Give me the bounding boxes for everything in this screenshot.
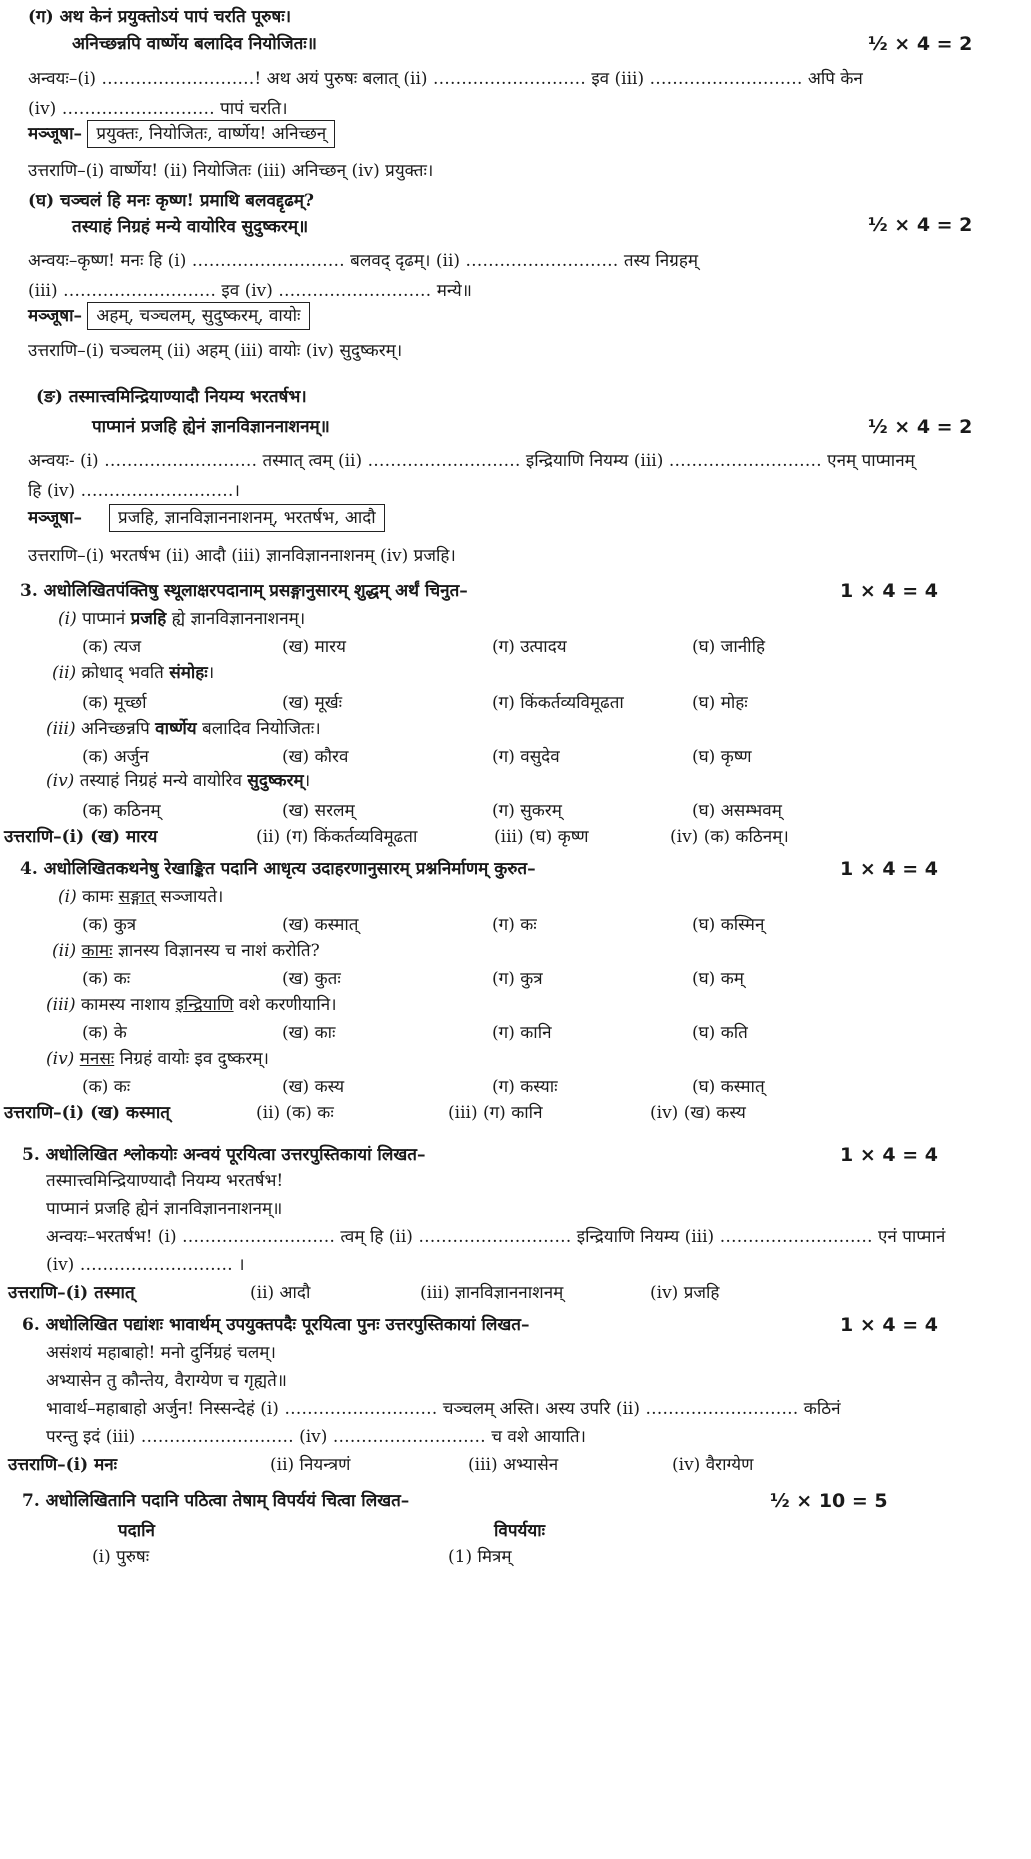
verse-ga-line1: (ग) अथ केनं प्रयुक्तोऽयं पापं चरति पूरुषः। xyxy=(28,7,292,27)
manjusha-ga xyxy=(28,120,335,148)
item-text: क्रोधाद् भवति xyxy=(81,663,170,683)
q3-item-2 xyxy=(52,662,214,684)
anvaya-gha-line2: (iii) ……………………… इव (iv) ……………………… मन्ये॥ xyxy=(28,281,472,301)
item-text: सञ्जायते। xyxy=(154,887,224,907)
verse-nga-line1: (ङ) तस्मात्त्वमिन्द्रियाण्यादौ नियम्य भरतर्षभ। xyxy=(36,387,307,407)
q5-anvaya-line2: (iv) ……………………… । xyxy=(46,1255,245,1275)
column-header-opposites: विपर्ययाः xyxy=(494,1521,546,1541)
question-3-heading: 3. अधोलिखितपंक्तिषु स्थूलाक्षरपदानाम् प्रसङ्गानुसारम् शुद्धम् अर्थं चिनुत– xyxy=(20,581,468,601)
marks-q3: 1 × 4 = 4 xyxy=(840,580,938,602)
verse-gha-line1: (घ) चञ्चलं हि मनः कृष्ण! प्रमाथि बलवद्दृढम्? xyxy=(28,191,314,211)
q5-anvaya-line1: अन्वयः–भरतर्षभ! (i) ……………………… त्वम् हि (ii) ……………………… इन्द्रियाणि नियम्य (iii) ……………………… एनं पाप्मानं xyxy=(46,1227,946,1247)
option: (ग) कानि xyxy=(492,1023,552,1043)
anvaya-gha-line1: अन्वयः–कृष्ण! मनः हि (i) ……………………… बलवद् दृढम्। (ii) ……………………… तस्य निग्रहम् xyxy=(28,251,699,271)
manjusha-label: मञ्जूषा– xyxy=(28,508,83,528)
q6-answer-3: (iii) अभ्यासेन xyxy=(468,1455,559,1475)
q5-answer-4: (iv) प्रजहि xyxy=(650,1283,720,1303)
bold-word: वार्ष्णेय xyxy=(155,719,197,739)
item-number: (iv) xyxy=(46,771,75,791)
question-7-heading: 7. अधोलिखितानि पदानि पठित्वा तेषाम् विपर्ययं चित्वा लिखत– xyxy=(22,1491,410,1511)
marks-q7: ½ × 10 = 5 xyxy=(770,1490,888,1512)
option: (घ) मोहः xyxy=(692,693,748,713)
item-text: निग्रहं वायोः इव दुष्करम्। xyxy=(114,1049,269,1069)
option: (ख) कुतः xyxy=(282,969,341,989)
anvaya-ga-line1: अन्वयः–(i) ………………………! अथ अयं पुरुषः बलात् (ii) ……………………… इव (iii) ……………………… अपि केन xyxy=(28,69,863,89)
q6-bhavarth-line2: परन्तु इदं (iii) ……………………… (iv) ……………………… च वशे आयाति। xyxy=(46,1427,587,1447)
item-text: बलादिव नियोजितः। xyxy=(196,719,321,739)
option: (क) अर्जुन xyxy=(82,747,149,767)
item-text: ह्ये ज्ञानविज्ञाननाशनम्। xyxy=(166,609,306,629)
q3-answer-2: (ii) (ग) किंकर्तव्यविमूढता xyxy=(256,827,418,847)
option: (ग) किंकर्तव्यविमूढता xyxy=(492,693,624,713)
bold-word: सुदुष्करम् xyxy=(247,771,304,791)
option: (ग) कः xyxy=(492,915,537,935)
option: (घ) कृष्ण xyxy=(692,747,752,767)
q6-answer-1: उत्तराणि–(i) मनः xyxy=(8,1455,118,1475)
anvaya-nga-line2: हि (iv) ………………………। xyxy=(28,481,240,501)
option: (क) कठिनम् xyxy=(82,801,161,821)
option: (घ) जानीहि xyxy=(692,637,766,657)
item-text: कामः xyxy=(82,887,119,907)
underlined-word: कामः xyxy=(81,941,113,961)
option: (घ) कस्मात् xyxy=(692,1077,765,1097)
q7-row1-opposite: (1) मित्रम् xyxy=(448,1547,512,1567)
option: (ख) कौरव xyxy=(282,747,349,767)
bold-word: संमोहः xyxy=(169,663,208,683)
q3-answer-1: उत्तराणि–(i) (ख) मारय xyxy=(4,827,158,847)
verse-ga-line2: अनिच्छन्नपि वार्ष्णेय बलादिव नियोजितः॥ xyxy=(72,34,317,54)
marks-q4: 1 × 4 = 4 xyxy=(840,858,938,880)
verse-gha-line2: तस्याहं निग्रहं मन्ये वायोरिव सुदुष्करम्॥ xyxy=(72,217,309,237)
question-6-heading: 6. अधोलिखित पद्यांशः भावार्थम् उपयुक्तपदैः पूरयित्वा पुनः उत्तरपुस्तिकायां लिखत– xyxy=(22,1315,530,1335)
option: (क) त्यज xyxy=(82,637,142,657)
option: (ख) मारय xyxy=(282,637,346,657)
q4-item-1 xyxy=(58,886,223,908)
q4-answer-1: उत्तराणि–(i) (ख) कस्मात् xyxy=(4,1103,170,1123)
bold-word: प्रजहि xyxy=(130,609,167,629)
option: (घ) कम् xyxy=(692,969,744,989)
option: (घ) कति xyxy=(692,1023,748,1043)
q6-bhavarth-line1: भावार्थ–महाबाहो अर्जुन! निस्सन्देहं (i) ……………………… चञ्चलम् अस्ति। अस्य उपरि (ii) ……………………… कठिनं xyxy=(46,1399,841,1419)
q3-item-3 xyxy=(46,718,321,740)
option: (ग) उत्पादय xyxy=(492,637,567,657)
word-box: प्रयुक्तः, नियोजितः, वार्ष्णेय! अनिच्छन् xyxy=(87,120,335,148)
option: (घ) असम्भवम् xyxy=(692,801,782,821)
q6-verse-line2: अभ्यासेन तु कौन्तेय, वैराग्येण च गृह्यते॥ xyxy=(46,1371,287,1391)
q5-verse-line1: तस्मात्त्वमिन्द्रियाण्यादौ नियम्य भरतर्षभ! xyxy=(46,1171,284,1191)
manjusha-gha xyxy=(28,302,310,330)
option: (ग) वसुदेव xyxy=(492,747,560,767)
option: (क) मूर्च्छा xyxy=(82,693,147,713)
q5-answer-1: उत्तराणि–(i) तस्मात् xyxy=(8,1283,135,1303)
q6-answer-4: (iv) वैराग्येण xyxy=(672,1455,754,1475)
item-text: तस्याहं निग्रहं मन्ये वायोरिव xyxy=(79,771,248,791)
answers-ga: उत्तराणि–(i) वार्ष्णेय! (ii) नियोजितः (iii) अनिच्छन् (iv) प्रयुक्तः। xyxy=(28,161,434,181)
answers-nga: उत्तराणि–(i) भरतर्षभ (ii) आदौ (iii) ज्ञानविज्ञाननाशनम् (iv) प्रजहि। xyxy=(28,546,456,566)
q4-answer-4: (iv) (ख) कस्य xyxy=(650,1103,746,1123)
column-header-words: पदानि xyxy=(118,1521,155,1541)
item-text: पाप्मानं xyxy=(82,609,131,629)
item-text: वशे करणीयानि। xyxy=(233,995,337,1015)
item-text: ज्ञानस्य विज्ञानस्य च नाशं करोति? xyxy=(112,941,320,961)
underlined-word: इन्द्रियाणि xyxy=(175,995,234,1015)
q3-answer-4: (iv) (क) कठिनम्। xyxy=(670,827,789,847)
q3-item-4 xyxy=(46,770,310,792)
q4-item-2 xyxy=(52,940,320,962)
manjusha-nga xyxy=(28,504,385,532)
q4-item-4 xyxy=(46,1048,269,1070)
item-number: (iv) xyxy=(46,1049,75,1069)
manjusha-label: मञ्जूषा– xyxy=(28,124,83,144)
anvaya-ga-line2: (iv) ……………………… पापं चरति। xyxy=(28,99,288,119)
item-number: (ii) xyxy=(52,663,77,683)
q6-verse-line1: असंशयं महाबाहो! मनो दुर्निग्रहं चलम्। xyxy=(46,1343,276,1363)
anvaya-nga-line1: अन्वयः- (i) ……………………… तस्मात् त्वम् (ii) ……………………… इन्द्रियाणि नियम्य (iii) ……………………… एनम् पाप्मानम् xyxy=(28,451,915,471)
option: (ख) मूर्खः xyxy=(282,693,343,713)
q5-answer-2: (ii) आदौ xyxy=(250,1283,311,1303)
option: (घ) कस्मिन् xyxy=(692,915,765,935)
item-number: (i) xyxy=(58,887,77,907)
marks-gha: ½ × 4 = 2 xyxy=(868,214,973,236)
item-number: (i) xyxy=(58,609,77,629)
marks-ga: ½ × 4 = 2 xyxy=(868,33,973,55)
item-text: । xyxy=(303,771,311,791)
option: (ख) कस्य xyxy=(282,1077,345,1097)
q5-verse-line2: पाप्मानं प्रजहि ह्येनं ज्ञानविज्ञाननाशनम्॥ xyxy=(46,1199,283,1219)
option: (ख) सरलम् xyxy=(282,801,355,821)
item-number: (ii) xyxy=(52,941,77,961)
option: (ख) कस्मात् xyxy=(282,915,359,935)
item-text: कामस्य नाशाय xyxy=(80,995,176,1015)
option: (ग) सुकरम् xyxy=(492,801,562,821)
q3-answer-3: (iii) (घ) कृष्ण xyxy=(494,827,589,847)
option: (ग) कस्याः xyxy=(492,1077,558,1097)
verse-nga-line2: पाप्मानं प्रजहि ह्येनं ज्ञानविज्ञाननाशनम्॥ xyxy=(92,417,330,437)
item-text: अनिच्छन्नपि xyxy=(80,719,156,739)
word-box: अहम्, चञ्चलम्, सुदुष्करम्, वायोः xyxy=(87,302,309,330)
option: (क) कुत्र xyxy=(82,915,137,935)
q5-answer-3: (iii) ज्ञानविज्ञाननाशनम् xyxy=(420,1283,564,1303)
item-number: (iii) xyxy=(46,995,76,1015)
q4-item-3 xyxy=(46,994,337,1016)
underlined-word: मनसः xyxy=(79,1049,115,1069)
q4-answer-2: (ii) (क) कः xyxy=(256,1103,334,1123)
marks-q6: 1 × 4 = 4 xyxy=(840,1314,938,1336)
option: (ख) काः xyxy=(282,1023,336,1043)
marks-q5: 1 × 4 = 4 xyxy=(840,1144,938,1166)
q4-answer-3: (iii) (ग) कानि xyxy=(448,1103,543,1123)
manjusha-label: मञ्जूषा– xyxy=(28,306,83,326)
option: (ग) कुत्र xyxy=(492,969,543,989)
q7-row1-word: (i) पुरुषः xyxy=(92,1547,150,1567)
word-box: प्रजहि, ज्ञानविज्ञाननाशनम्, भरतर्षभ, आदौ xyxy=(109,504,385,532)
item-number: (iii) xyxy=(46,719,76,739)
item-text: । xyxy=(207,663,215,683)
q6-answer-2: (ii) नियन्त्रणं xyxy=(270,1455,351,1475)
underlined-word: सङ्गात् xyxy=(118,887,155,907)
q3-item-1 xyxy=(58,608,305,630)
option: (क) के xyxy=(82,1023,127,1043)
option: (क) कः xyxy=(82,1077,131,1097)
marks-nga: ½ × 4 = 2 xyxy=(868,416,973,438)
question-4-heading: 4. अधोलिखितकथनेषु रेखाङ्कित पदानि आधृत्य उदाहरणानुसारम् प्रश्ननिर्माणम् कुरुत– xyxy=(20,859,536,879)
question-5-heading: 5. अधोलिखित श्लोकयोः अन्वयं पूरयित्वा उत्तरपुस्तिकायां लिखत– xyxy=(22,1145,426,1165)
option: (क) कः xyxy=(82,969,131,989)
answers-gha: उत्तराणि–(i) चञ्चलम् (ii) अहम् (iii) वायोः (iv) सुदुष्करम्। xyxy=(28,341,403,361)
